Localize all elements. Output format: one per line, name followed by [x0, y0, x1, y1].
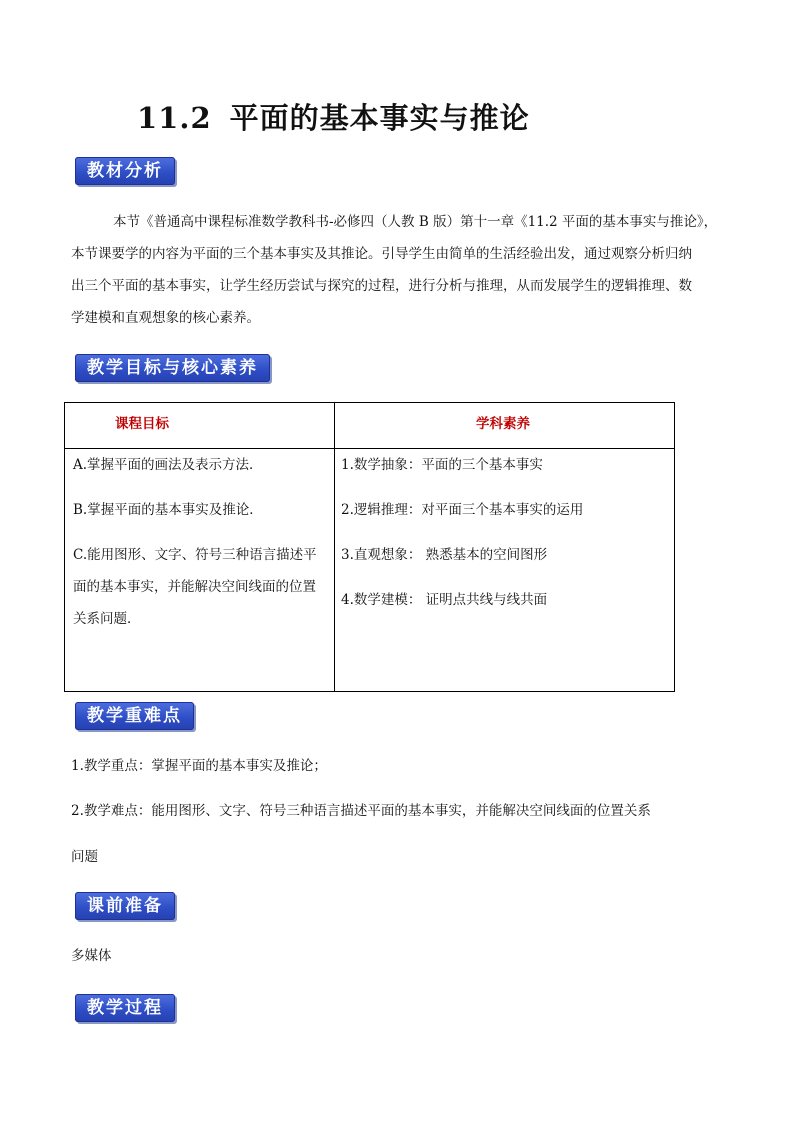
table-divider-vertical [334, 403, 335, 691]
title-text: 平面的基本事实与推论 [229, 101, 530, 135]
literacy-2: 2.逻辑推理：对平面三个基本事实的运用 [341, 502, 584, 518]
section-heading-materials: 教材分析 [75, 157, 175, 185]
materials-line-2: 本节课要学的内容为平面的三个基本事实及其推论。引导学生由简单的生活经验出发，通过观察分析归纳 [71, 246, 692, 262]
materials-line-4: 学建模和直观想象的核心素养。 [71, 310, 260, 326]
key-point-2-line-1: 2.教学难点：能用图形、文字、符号三种语言描述平面的基本事实，并能解决空间线面的位置关系 [71, 803, 651, 819]
header-course-goals: 课程目标 [115, 416, 169, 432]
goal-c-line-2: 面的基本事实，并能解决空间线面的位置 [73, 579, 316, 595]
literacy-4: 4.数学建模： 证明点共线与线共面 [341, 592, 548, 608]
objectives-table [64, 402, 675, 692]
literacy-3: 3.直观想象： 熟悉基本的空间图形 [341, 547, 548, 563]
page-title [137, 96, 530, 137]
section-heading-preparation: 课前准备 [75, 892, 175, 920]
literacy-1: 1.数学抽象：平面的三个基本事实 [341, 457, 543, 473]
key-point-1: 1.教学重点：掌握平面的基本事实及推论； [71, 758, 327, 774]
materials-line-3: 出三个平面的基本事实，让学生经历尝试与探究的过程，进行分析与推理，从而发展学生的逻辑推理、数 [71, 278, 692, 294]
goal-c-line-1: C.能用图形、文字、符号三种语言描述平 [73, 547, 317, 563]
materials-line-1: 本节《普通高中课程标准数学教科书-必修四（人教 B 版）第十一章《11.2 平面的基本事实与推论》， [113, 214, 718, 230]
preparation-text: 多媒体 [71, 948, 112, 964]
goal-c-line-3: 关系问题． [73, 611, 141, 627]
section-heading-key-points: 教学重难点 [75, 702, 194, 730]
header-subject-literacy: 学科素养 [476, 416, 530, 432]
section-heading-objectives: 教学目标与核心素养 [75, 354, 270, 382]
goal-a: A.掌握平面的画法及表示方法． [73, 457, 263, 473]
section-number: 11.2 [137, 101, 212, 135]
section-heading-process: 教学过程 [75, 994, 175, 1022]
goal-b: B.掌握平面的基本事实及推论． [73, 502, 263, 518]
key-point-2-line-2: 问题 [71, 849, 98, 865]
table-divider-horizontal [65, 448, 674, 449]
